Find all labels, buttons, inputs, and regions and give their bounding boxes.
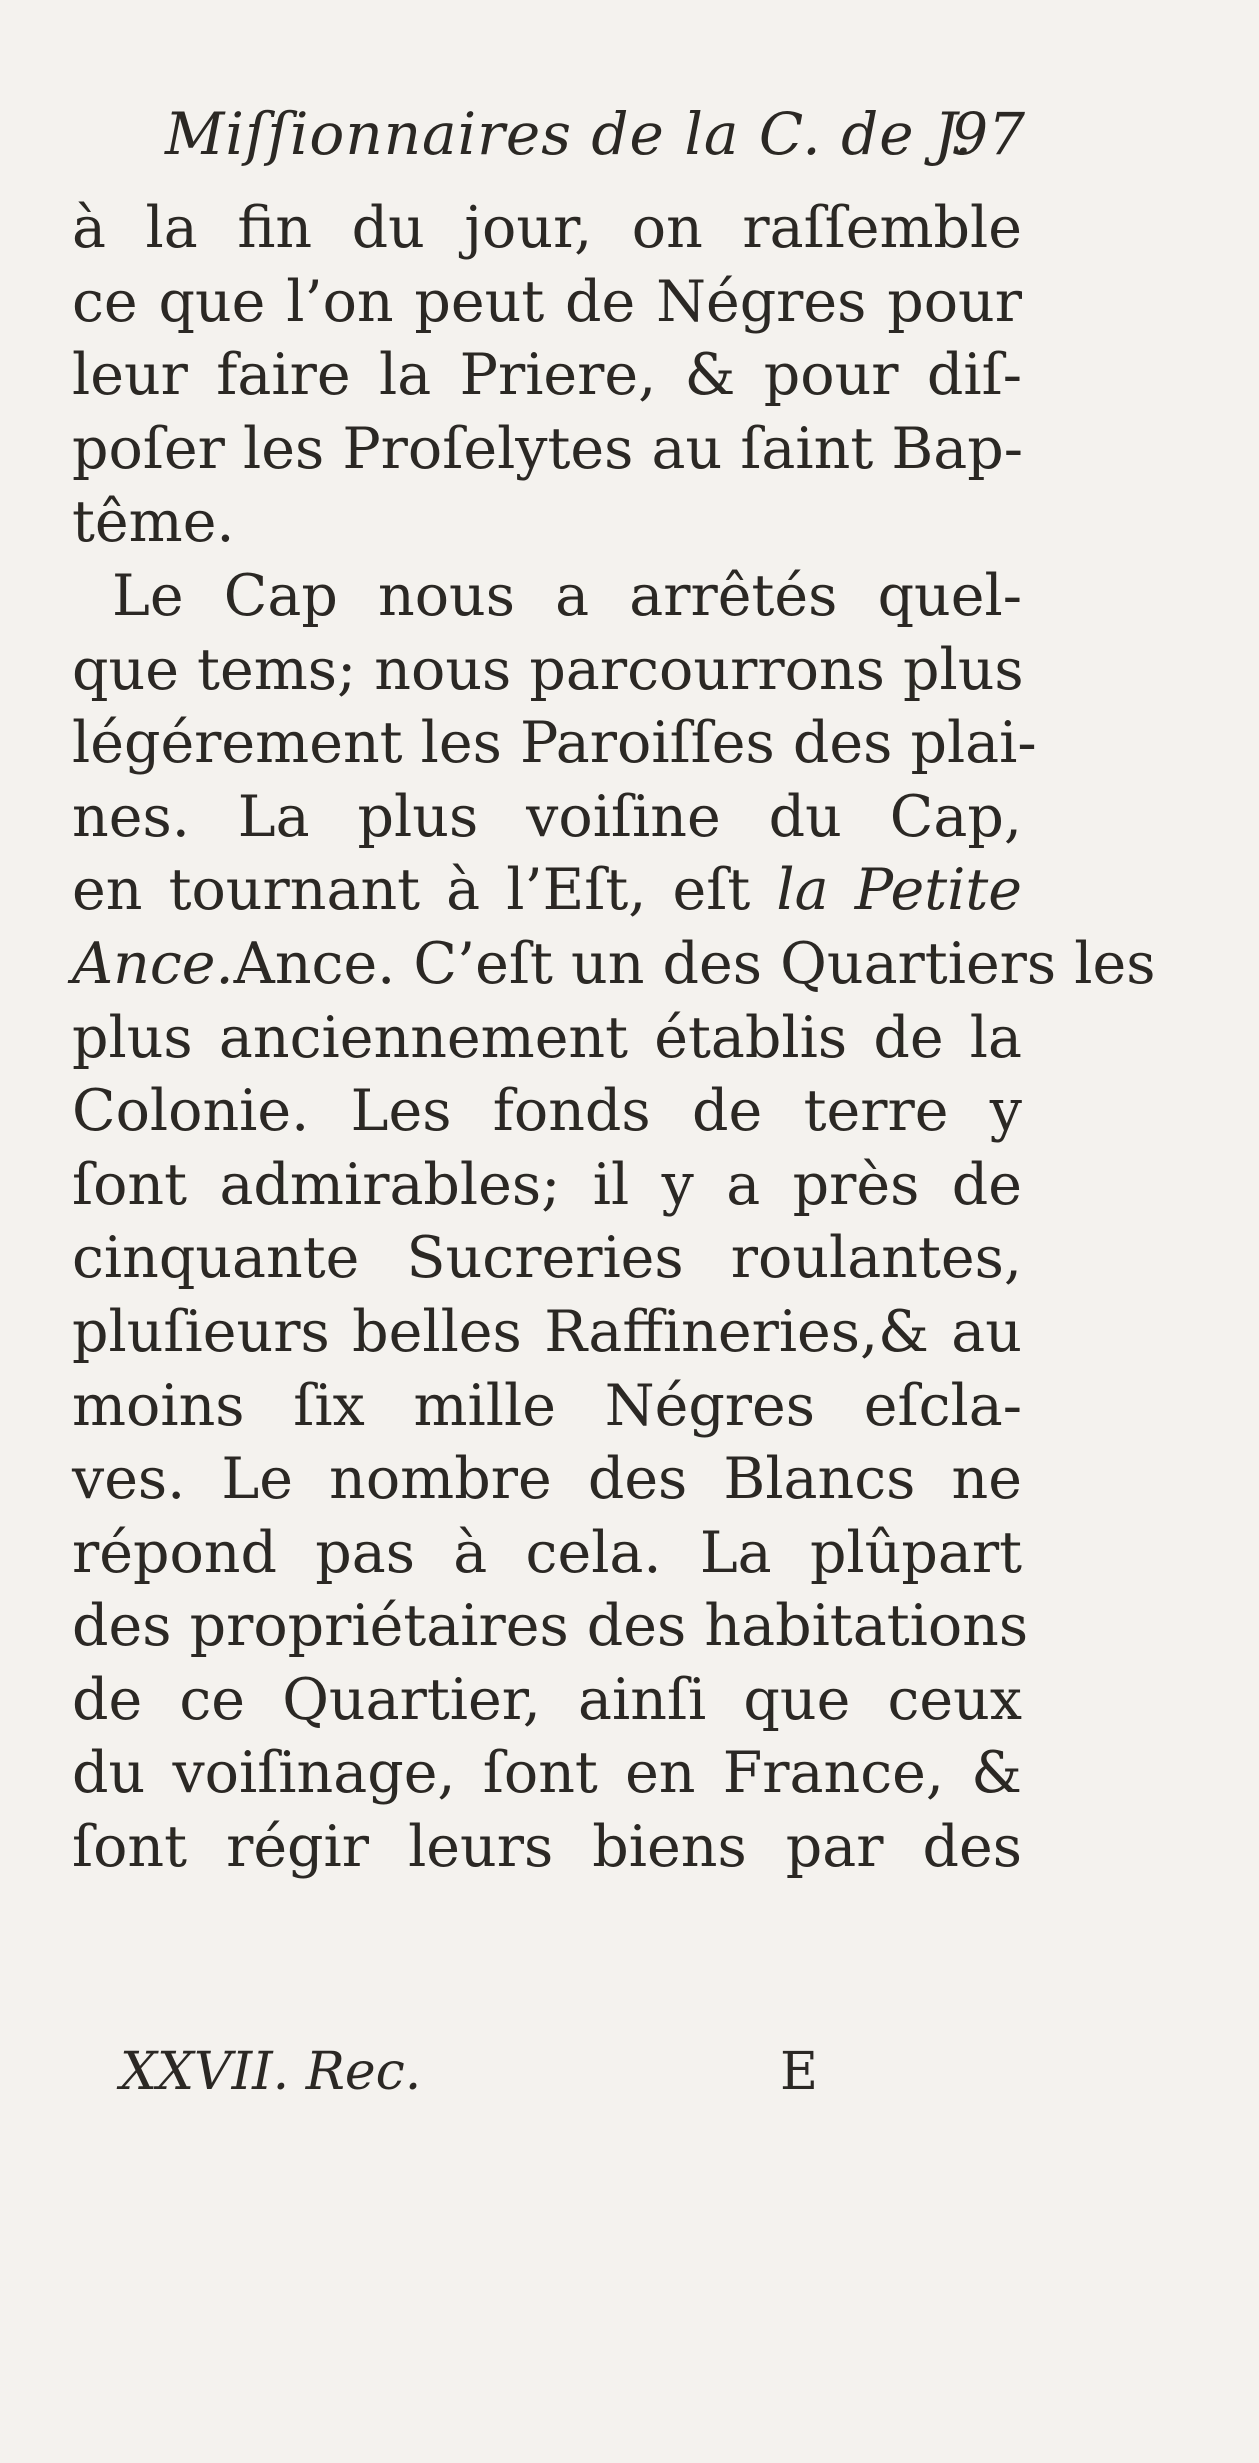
italic-place-name: la Petite (776, 857, 1022, 924)
text-line: du voiſinage, ſont en France, & (72, 1740, 1022, 1807)
running-title: Miſſionnaires de la C. de J. (165, 100, 974, 168)
text-line: tême. (72, 489, 235, 556)
gathering-letter: E (780, 2042, 818, 2102)
text-line: de ce Quartier, ainſi que ceux (72, 1666, 1022, 1733)
page-number: 97 (951, 100, 1025, 168)
text-line-mixed (72, 854, 1022, 928)
text-line: ves. Le nombre des Blancs ne (72, 1446, 1022, 1513)
text-line: leur faire la Priere, & pour diſ- (72, 342, 1022, 409)
text-line: plus anciennement établis de la (72, 1004, 1022, 1071)
text-line: ſont régir leurs biens par des (72, 1814, 1022, 1881)
text-line: ſont admirables; il y a près de (72, 1151, 1022, 1218)
body-text (72, 192, 1156, 1885)
text-segment: Ance. C’eſt un des Quartiers les (233, 930, 1156, 997)
text-segment: en tournant à l’Eſt, eſt (72, 857, 777, 924)
text-line: nes. La plus voiſine du Cap, (72, 783, 1022, 850)
text-line: légérement les Paroiſſes des plai- (72, 710, 1037, 777)
text-line: des propriétaires des habitations (72, 1593, 1029, 1660)
text-line: Colonie. Les fonds de terre y (72, 1078, 1022, 1145)
signature-mark: XXVII. Rec. (120, 2042, 422, 2102)
text-line: que tems; nous parcourrons plus (72, 636, 1024, 703)
text-line: moins ſix mille Négres eſcla- (72, 1372, 1022, 1439)
text-line: Le Cap nous a arrêtés quel- (112, 562, 1022, 629)
text-line: poſer les Proſelytes au ſaint Bap- (72, 415, 1023, 482)
italic-place-name: Ance. (72, 930, 234, 997)
text-line-mixed (72, 928, 1156, 1002)
text-line: pluſieurs belles Raffineries,& au (72, 1298, 1022, 1365)
page-footer (120, 2042, 900, 2122)
text-line: à la fin du jour, on raſſemble (72, 195, 1022, 261)
text-line: cinquante Sucreries roulantes, (72, 1225, 1022, 1292)
text-line: répond pas à cela. La plûpart (72, 1519, 1022, 1586)
text-line: ce que l’on peut de Négres pour (72, 268, 1022, 335)
page-header (165, 100, 1025, 180)
